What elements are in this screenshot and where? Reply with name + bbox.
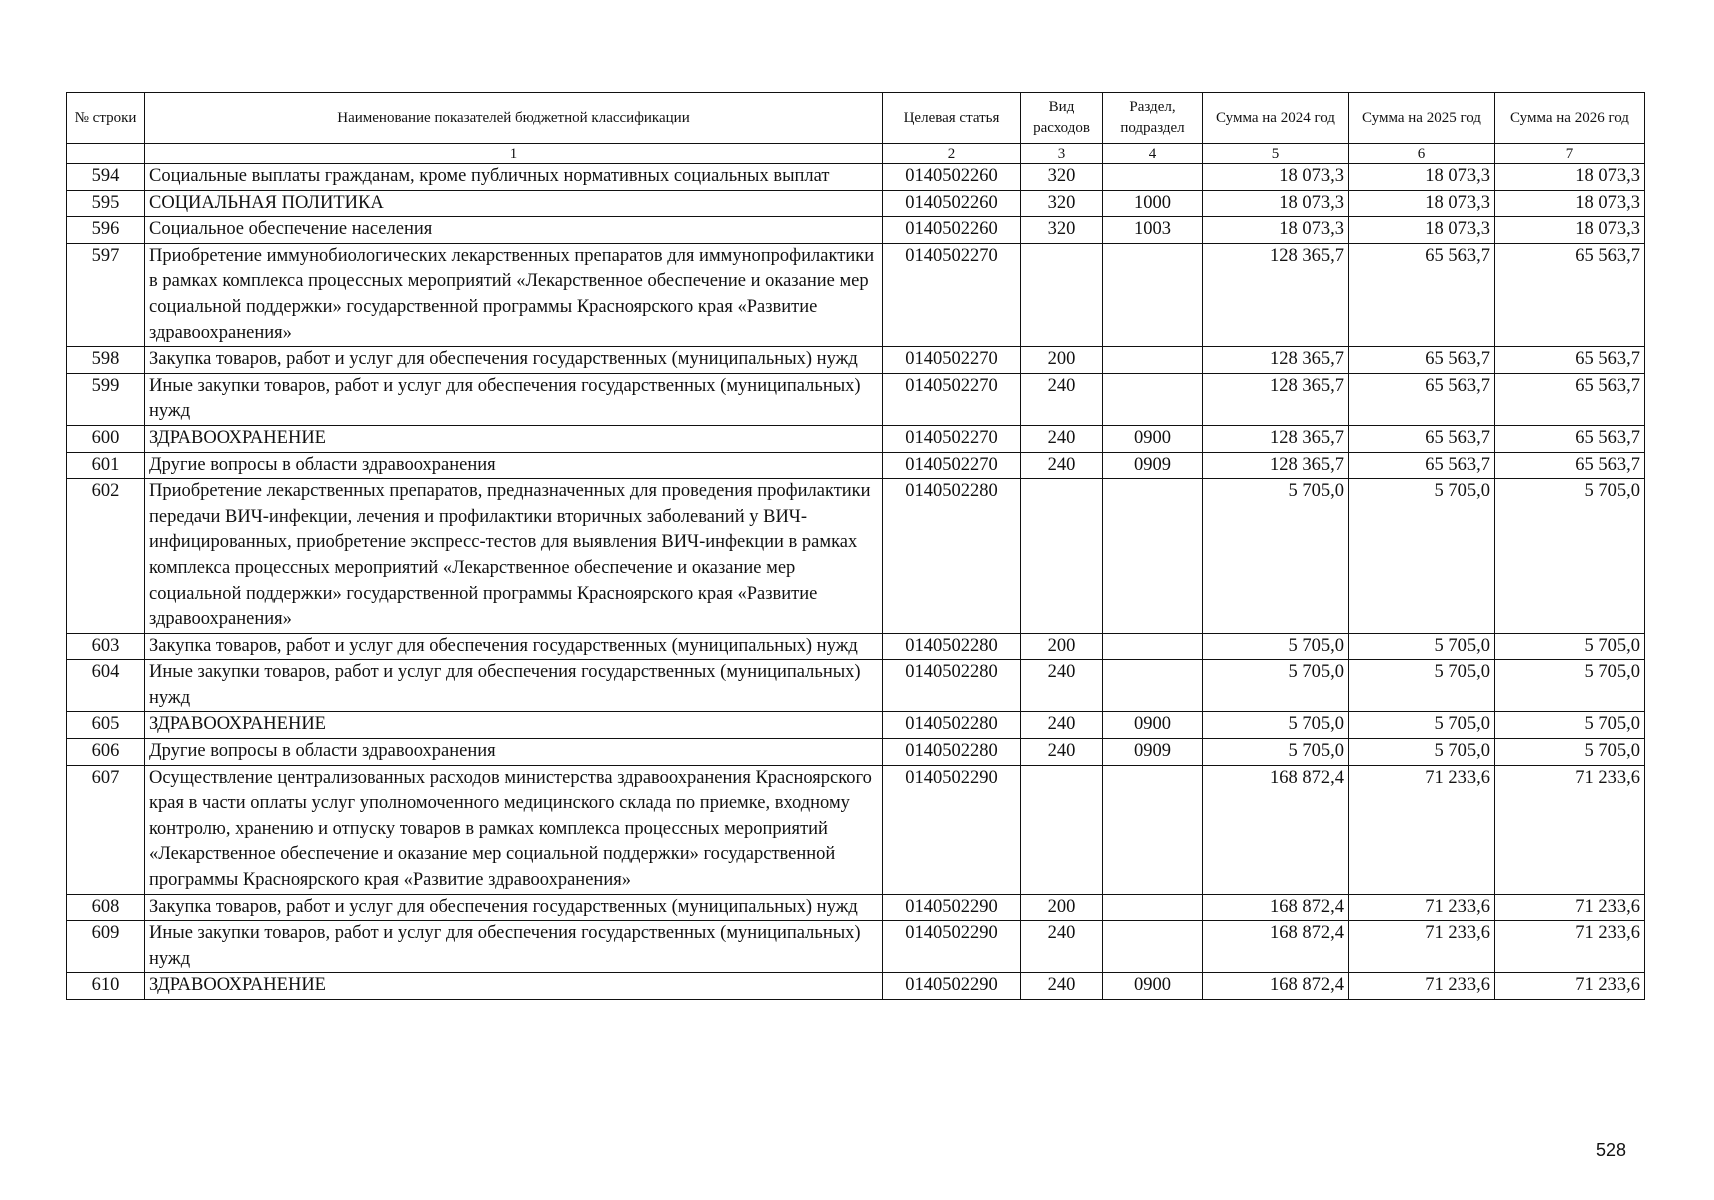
row-section: [1103, 894, 1203, 921]
row-sum-2026: 71 233,6: [1495, 894, 1645, 921]
row-name: ЗДРАВООХРАНЕНИЕ: [145, 425, 883, 452]
row-sum-2024: 168 872,4: [1203, 921, 1349, 973]
row-sum-2024: 5 705,0: [1203, 479, 1349, 634]
row-name: Приобретение иммунобиологических лекарственных препаратов для иммунопрофилактики в рамках комплекса процессных мероприятий «Лекарственное обеспечение и оказание мер социальной поддержки» государственной программы Красноярского края «Развитие здравоохранения»: [145, 243, 883, 346]
row-sum-2025: 65 563,7: [1349, 452, 1495, 479]
row-expense-kind: 240: [1021, 452, 1103, 479]
row-target-article: 0140502270: [883, 243, 1021, 346]
row-sum-2025: 5 705,0: [1349, 479, 1495, 634]
row-target-article: 0140502290: [883, 765, 1021, 894]
table-row: [67, 894, 1645, 921]
budget-table: [66, 92, 1645, 1000]
row-sum-2024: 128 365,7: [1203, 373, 1349, 425]
row-name: Закупка товаров, работ и услуг для обеспечения государственных (муниципальных) нужд: [145, 894, 883, 921]
row-sum-2026: 65 563,7: [1495, 243, 1645, 346]
row-sum-2026: 18 073,3: [1495, 217, 1645, 244]
row-number: 606: [67, 739, 145, 766]
row-name: Иные закупки товаров, работ и услуг для обеспечения государственных (муниципальных) нужд: [145, 373, 883, 425]
header-target-article: Целевая статья: [883, 93, 1021, 144]
row-target-article: 0140502280: [883, 660, 1021, 712]
header-row-number: № строки: [67, 93, 145, 144]
row-sum-2026: 5 705,0: [1495, 712, 1645, 739]
row-target-article: 0140502290: [883, 973, 1021, 1000]
header-sum-2025: Сумма на 2025 год: [1349, 93, 1495, 144]
row-sum-2025: 65 563,7: [1349, 425, 1495, 452]
row-target-article: 0140502280: [883, 479, 1021, 634]
table-body: [67, 164, 1645, 1000]
row-number: 605: [67, 712, 145, 739]
row-number: 608: [67, 894, 145, 921]
row-number: 596: [67, 217, 145, 244]
row-sum-2026: 71 233,6: [1495, 765, 1645, 894]
row-number: 602: [67, 479, 145, 634]
row-sum-2025: 5 705,0: [1349, 739, 1495, 766]
row-target-article: 0140502270: [883, 347, 1021, 374]
row-sum-2024: 5 705,0: [1203, 739, 1349, 766]
row-expense-kind: 320: [1021, 217, 1103, 244]
page-number: 528: [1596, 1140, 1627, 1160]
row-target-article: 0140502280: [883, 633, 1021, 660]
column-number: 7: [1495, 144, 1645, 164]
table-row: [67, 660, 1645, 712]
row-expense-kind: 240: [1021, 739, 1103, 766]
row-section: [1103, 164, 1203, 191]
row-name: Социальное обеспечение населения: [145, 217, 883, 244]
row-section: [1103, 660, 1203, 712]
row-expense-kind: 240: [1021, 712, 1103, 739]
row-number: 603: [67, 633, 145, 660]
row-section: 0909: [1103, 739, 1203, 766]
row-sum-2025: 18 073,3: [1349, 164, 1495, 191]
row-sum-2026: 18 073,3: [1495, 164, 1645, 191]
table-row: [67, 712, 1645, 739]
row-name: Осуществление централизованных расходов министерства здравоохранения Красноярского края в части оплаты услуг уполномоченного медицинского склада по приемке, входному контролю, хранению и отпуску товаров в рамках комплекса процессных мероприятий «Лекарственное обеспечение и оказание мер социальной поддержки» государственной программы Красноярского края «Развитие здравоохранения»: [145, 765, 883, 894]
table-row: [67, 452, 1645, 479]
row-section: 0900: [1103, 712, 1203, 739]
row-target-article: 0140502270: [883, 373, 1021, 425]
row-number: 598: [67, 347, 145, 374]
row-section: 1000: [1103, 190, 1203, 217]
row-expense-kind: 200: [1021, 894, 1103, 921]
row-sum-2026: 5 705,0: [1495, 479, 1645, 634]
column-number: 6: [1349, 144, 1495, 164]
row-expense-kind: 200: [1021, 633, 1103, 660]
row-sum-2025: 65 563,7: [1349, 373, 1495, 425]
row-name: Приобретение лекарственных препаратов, предназначенных для проведения профилактики передачи ВИЧ-инфекции, лечения и профилактики вторичных заболеваний у ВИЧ-инфицированных, приобретение экспресс-тестов для выявления ВИЧ-инфекции в рамках комплекса процессных мероприятий «Лекарственное обеспечение и оказание мер социальной поддержки» государственной программы Красноярского края «Развитие здравоохранения»: [145, 479, 883, 634]
row-name: ЗДРАВООХРАНЕНИЕ: [145, 973, 883, 1000]
table-row: [67, 479, 1645, 634]
row-sum-2026: 5 705,0: [1495, 633, 1645, 660]
table-header-row: [67, 93, 1645, 144]
row-sum-2024: 128 365,7: [1203, 347, 1349, 374]
row-target-article: 0140502270: [883, 452, 1021, 479]
column-number: [67, 144, 145, 164]
row-sum-2024: 18 073,3: [1203, 190, 1349, 217]
row-target-article: 0140502260: [883, 217, 1021, 244]
row-sum-2024: 18 073,3: [1203, 217, 1349, 244]
row-sum-2025: 18 073,3: [1349, 217, 1495, 244]
row-section: [1103, 921, 1203, 973]
row-name: Закупка товаров, работ и услуг для обеспечения государственных (муниципальных) нужд: [145, 347, 883, 374]
row-name: Другие вопросы в области здравоохранения: [145, 452, 883, 479]
row-number: 600: [67, 425, 145, 452]
table-row: [67, 739, 1645, 766]
row-sum-2024: 128 365,7: [1203, 243, 1349, 346]
row-sum-2025: 5 705,0: [1349, 712, 1495, 739]
row-target-article: 0140502290: [883, 921, 1021, 973]
column-number: 1: [145, 144, 883, 164]
row-sum-2026: 65 563,7: [1495, 452, 1645, 479]
row-sum-2024: 5 705,0: [1203, 633, 1349, 660]
header-expense-kind: Вид расходов: [1021, 93, 1103, 144]
column-number: 2: [883, 144, 1021, 164]
row-sum-2024: 18 073,3: [1203, 164, 1349, 191]
row-expense-kind: 320: [1021, 164, 1103, 191]
table-row: [67, 633, 1645, 660]
row-sum-2026: 65 563,7: [1495, 425, 1645, 452]
header-sum-2024: Сумма на 2024 год: [1203, 93, 1349, 144]
table-row: [67, 217, 1645, 244]
row-expense-kind: 240: [1021, 373, 1103, 425]
row-sum-2024: 5 705,0: [1203, 712, 1349, 739]
row-sum-2025: 18 073,3: [1349, 190, 1495, 217]
row-sum-2026: 18 073,3: [1495, 190, 1645, 217]
row-sum-2026: 5 705,0: [1495, 660, 1645, 712]
row-section: [1103, 479, 1203, 634]
column-number: 5: [1203, 144, 1349, 164]
row-target-article: 0140502260: [883, 190, 1021, 217]
row-sum-2025: 71 233,6: [1349, 894, 1495, 921]
row-section: 0909: [1103, 452, 1203, 479]
row-number: 607: [67, 765, 145, 894]
row-sum-2025: 5 705,0: [1349, 660, 1495, 712]
row-name: Закупка товаров, работ и услуг для обеспечения государственных (муниципальных) нужд: [145, 633, 883, 660]
row-expense-kind: 240: [1021, 973, 1103, 1000]
row-sum-2024: 128 365,7: [1203, 425, 1349, 452]
header-sum-2026: Сумма на 2026 год: [1495, 93, 1645, 144]
row-number: 609: [67, 921, 145, 973]
table-row: [67, 347, 1645, 374]
row-section: [1103, 347, 1203, 374]
row-number: 594: [67, 164, 145, 191]
row-section: [1103, 633, 1203, 660]
row-target-article: 0140502270: [883, 425, 1021, 452]
row-sum-2026: 65 563,7: [1495, 347, 1645, 374]
row-name: Другие вопросы в области здравоохранения: [145, 739, 883, 766]
row-sum-2026: 5 705,0: [1495, 739, 1645, 766]
row-sum-2025: 65 563,7: [1349, 243, 1495, 346]
row-number: 597: [67, 243, 145, 346]
row-sum-2025: 65 563,7: [1349, 347, 1495, 374]
header-section: Раздел, подраздел: [1103, 93, 1203, 144]
row-target-article: 0140502290: [883, 894, 1021, 921]
row-name: Социальные выплаты гражданам, кроме публичных нормативных социальных выплат: [145, 164, 883, 191]
row-sum-2025: 71 233,6: [1349, 921, 1495, 973]
row-sum-2025: 71 233,6: [1349, 973, 1495, 1000]
row-expense-kind: [1021, 479, 1103, 634]
table-row: [67, 373, 1645, 425]
row-sum-2026: 65 563,7: [1495, 373, 1645, 425]
row-sum-2025: 71 233,6: [1349, 765, 1495, 894]
row-sum-2024: 128 365,7: [1203, 452, 1349, 479]
row-section: [1103, 243, 1203, 346]
row-target-article: 0140502260: [883, 164, 1021, 191]
table-row: [67, 190, 1645, 217]
row-sum-2026: 71 233,6: [1495, 973, 1645, 1000]
row-expense-kind: 240: [1021, 921, 1103, 973]
row-sum-2024: 168 872,4: [1203, 765, 1349, 894]
table-row: [67, 243, 1645, 346]
table-row: [67, 921, 1645, 973]
row-expense-kind: [1021, 765, 1103, 894]
table-row: [67, 765, 1645, 894]
row-section: 0900: [1103, 973, 1203, 1000]
row-number: 610: [67, 973, 145, 1000]
table-row: [67, 425, 1645, 452]
row-sum-2026: 71 233,6: [1495, 921, 1645, 973]
row-expense-kind: 320: [1021, 190, 1103, 217]
row-number: 599: [67, 373, 145, 425]
column-number: 4: [1103, 144, 1203, 164]
column-number: 3: [1021, 144, 1103, 164]
row-target-article: 0140502280: [883, 739, 1021, 766]
header-name: Наименование показателей бюджетной классификации: [145, 93, 883, 144]
row-sum-2024: 168 872,4: [1203, 973, 1349, 1000]
row-number: 604: [67, 660, 145, 712]
row-number: 595: [67, 190, 145, 217]
row-expense-kind: 240: [1021, 425, 1103, 452]
row-sum-2024: 5 705,0: [1203, 660, 1349, 712]
row-name: Иные закупки товаров, работ и услуг для обеспечения государственных (муниципальных) нужд: [145, 660, 883, 712]
row-section: 1003: [1103, 217, 1203, 244]
row-sum-2024: 168 872,4: [1203, 894, 1349, 921]
row-sum-2025: 5 705,0: [1349, 633, 1495, 660]
row-name: ЗДРАВООХРАНЕНИЕ: [145, 712, 883, 739]
row-name: Иные закупки товаров, работ и услуг для обеспечения государственных (муниципальных) нужд: [145, 921, 883, 973]
row-expense-kind: [1021, 243, 1103, 346]
row-name: СОЦИАЛЬНАЯ ПОЛИТИКА: [145, 190, 883, 217]
column-number-row: [67, 144, 1645, 164]
table-row: [67, 164, 1645, 191]
table-row: [67, 973, 1645, 1000]
row-target-article: 0140502280: [883, 712, 1021, 739]
row-number: 601: [67, 452, 145, 479]
row-section: [1103, 373, 1203, 425]
row-expense-kind: 200: [1021, 347, 1103, 374]
row-expense-kind: 240: [1021, 660, 1103, 712]
row-section: [1103, 765, 1203, 894]
row-section: 0900: [1103, 425, 1203, 452]
